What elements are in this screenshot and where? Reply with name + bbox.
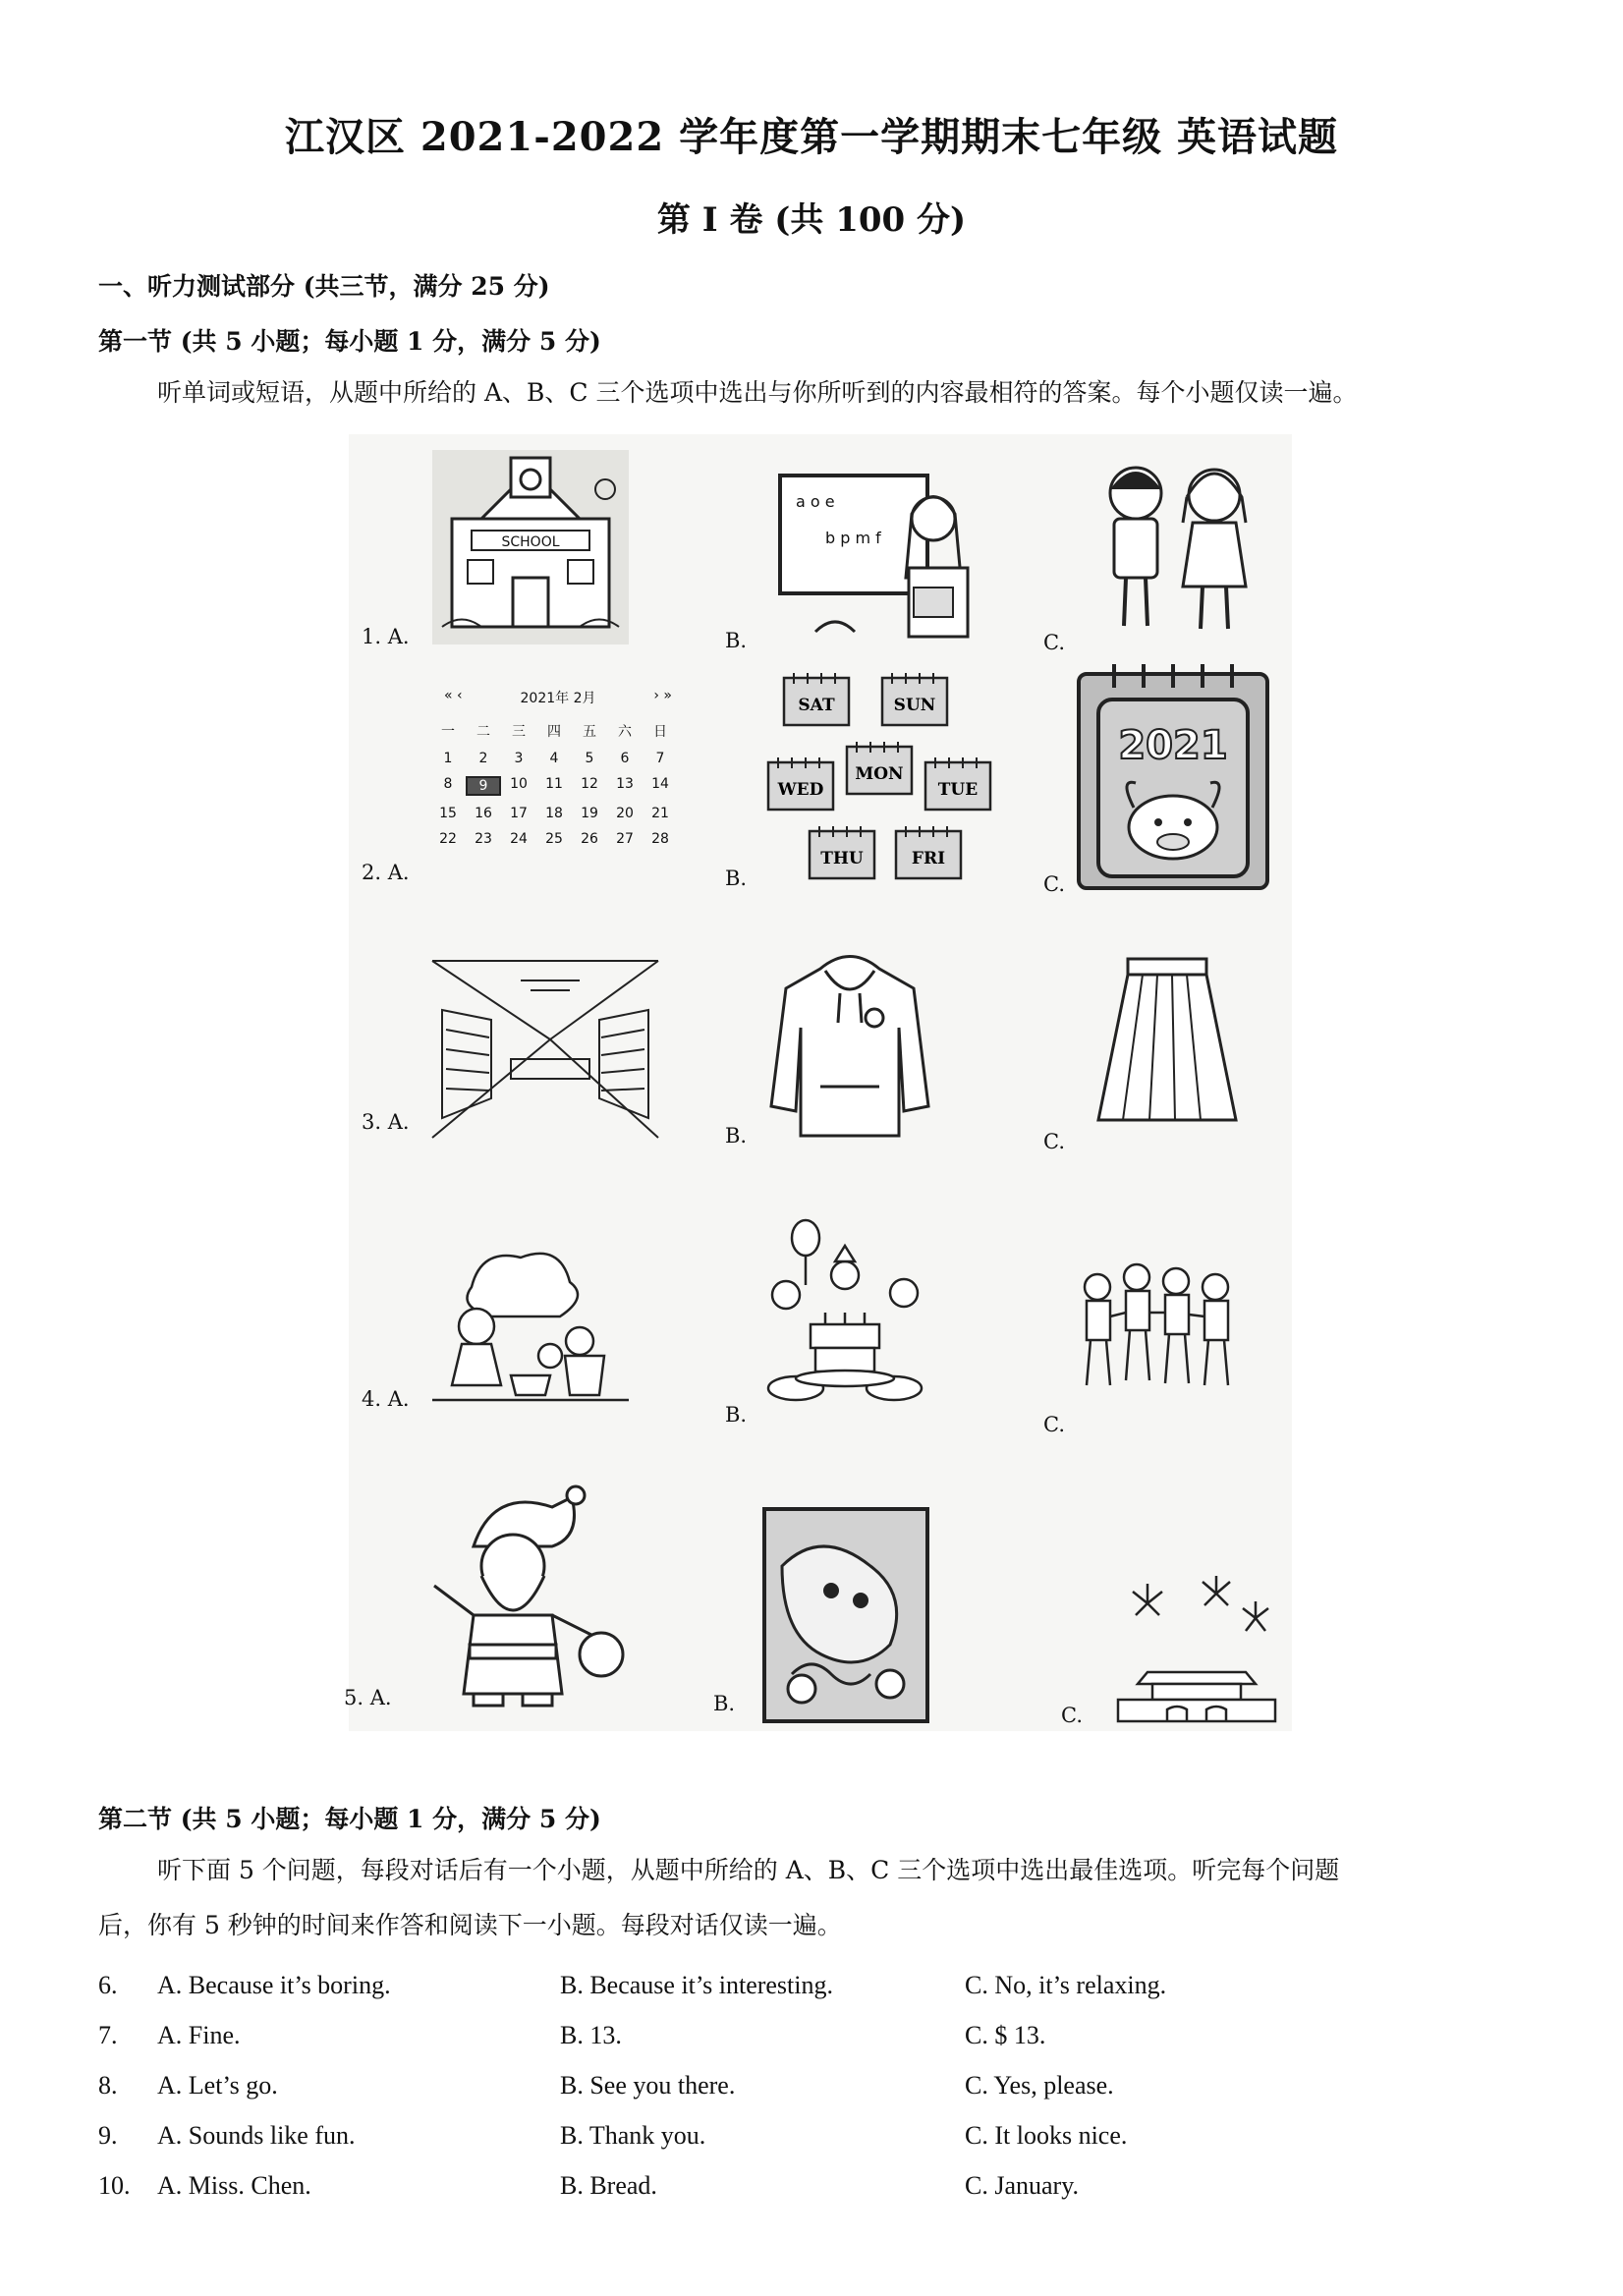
weekday-cards-image[interactable] (766, 664, 979, 890)
q10-option-b[interactable]: B. Bread. (560, 2171, 657, 2200)
calendar-day[interactable]: 22 (439, 831, 457, 847)
q7-question-number: 7. (98, 2021, 118, 2049)
weekday-card (810, 826, 874, 878)
calendar-day[interactable]: 5 (585, 751, 594, 766)
calendar-weekday: 一 (441, 724, 455, 740)
q2-label-a: 2. A. (362, 861, 410, 884)
q1-label-a: 1. A. (362, 625, 410, 648)
calendar-day[interactable]: 17 (510, 806, 528, 821)
q8-option-b[interactable]: B. See you there. (560, 2071, 736, 2100)
q4-label-a: 4. A. (362, 1387, 410, 1411)
q9-option-a[interactable]: A. Sounds like fun. (157, 2121, 356, 2150)
calendar-day[interactable]: 24 (510, 831, 528, 847)
q10-option-c[interactable]: C. January. (965, 2171, 1080, 2200)
calendar-day[interactable]: 15 (439, 806, 457, 821)
exam-title: 江汉区 2021-2022 学年度第一学期期末七年级 英语试题 (284, 114, 1339, 160)
q6-question-number: 6. (98, 1971, 118, 1999)
calendar-day[interactable]: 13 (616, 776, 634, 792)
library-interior-image[interactable] (432, 951, 658, 1138)
skirt-image[interactable] (1089, 953, 1246, 1130)
calendar-day[interactable]: 16 (475, 806, 492, 821)
calendar-day[interactable]: 18 (545, 806, 563, 821)
q6-option-b[interactable]: B. Because it’s interesting. (560, 1971, 834, 1999)
q7-option-b[interactable]: B. 13. (560, 2021, 622, 2049)
2021-calendar-image[interactable] (1075, 660, 1271, 892)
weekday-card-label: SAT (798, 696, 835, 715)
q3-label-a: 3. A. (362, 1110, 410, 1134)
calendar-day[interactable]: 20 (616, 806, 634, 821)
calendar-day[interactable]: 10 (510, 776, 528, 792)
calendar-grid (430, 721, 686, 847)
q9-question-number: 9. (98, 2121, 118, 2150)
calendar-day[interactable]: 21 (651, 806, 669, 821)
section1-heading: 第一节 (共 5 小题；每小题 1 分，满分 5 分) (98, 327, 601, 356)
year-text: 2021 (1118, 723, 1228, 768)
calendar-day[interactable]: 19 (581, 806, 598, 821)
children-walking-image[interactable] (1073, 1258, 1240, 1405)
calendar-day[interactable]: 3 (514, 751, 524, 766)
volume-subtitle: 第 I 卷 (共 100 分) (656, 200, 967, 240)
q5-label-a: 5. A. (344, 1686, 392, 1709)
q3-label-b: B. (725, 1124, 748, 1148)
q1-label-b: B. (725, 629, 748, 652)
february-calendar-image[interactable] (430, 688, 686, 884)
weekday-card (896, 826, 961, 878)
tiananmen-fireworks-image[interactable] (1108, 1574, 1285, 1729)
calendar-day-selected[interactable]: 9 (466, 776, 501, 796)
q6-option-a[interactable]: A. Because it’s boring. (157, 1971, 391, 1999)
board-text-line-1: a o e (796, 492, 835, 511)
part1-heading: 一、听力测试部分 (共三节，满分 25 分) (98, 272, 550, 301)
q8-option-a[interactable]: A. Let’s go. (157, 2071, 278, 2100)
q10-option-a[interactable]: A. Miss. Chen. (157, 2171, 311, 2200)
q7-option-a[interactable]: A. Fine. (157, 2021, 241, 2049)
q5-label-b: B. (713, 1692, 736, 1715)
calendar-day[interactable]: 8 (443, 776, 453, 792)
family-picnic-image[interactable] (432, 1248, 629, 1405)
q5-label-c: C. (1061, 1704, 1083, 1727)
calendar-day[interactable]: 25 (545, 831, 563, 847)
calendar-weekday: 日 (653, 724, 667, 740)
santa-claus-image[interactable] (415, 1478, 621, 1708)
calendar-weekday: 四 (547, 724, 561, 740)
calendar-day[interactable]: 14 (651, 776, 669, 792)
weekday-card-label: SUN (893, 696, 936, 715)
q8-option-c[interactable]: C. Yes, please. (965, 2071, 1114, 2100)
calendar-day[interactable]: 1 (443, 751, 453, 766)
weekday-card-label: MON (855, 764, 904, 784)
weekday-card-label: FRI (911, 849, 946, 868)
q9-option-c[interactable]: C. It looks nice. (965, 2121, 1128, 2150)
weekday-card-label: TUE (937, 780, 979, 800)
q1-label-c: C. (1043, 631, 1065, 654)
q3-label-c: C. (1043, 1130, 1065, 1153)
dragon-dance-image[interactable] (762, 1507, 929, 1723)
section2-instruction-line-1: 听下面 5 个问题，每段对话后有一个小题，从题中所给的 A、B、C 三个选项中选出最佳选项。听完每个问题 (157, 1856, 1340, 1884)
calendar-weekday: 五 (583, 724, 596, 740)
weekday-card (784, 673, 849, 725)
calendar-day[interactable]: 28 (651, 831, 669, 847)
calendar-day[interactable]: 11 (545, 776, 563, 792)
calendar-month-label: 2021年 2月 (520, 691, 596, 706)
calendar-prev-nav[interactable]: « ‹ (444, 688, 463, 703)
q4-label-b: B. (725, 1403, 748, 1427)
calendar-next-nav[interactable]: › » (653, 688, 672, 703)
school-building-image[interactable] (432, 450, 629, 644)
calendar-day[interactable]: 7 (655, 751, 665, 766)
calendar-day[interactable]: 4 (549, 751, 559, 766)
weekday-card (882, 673, 947, 725)
q10-question-number: 10. (98, 2171, 131, 2200)
weekday-card-label: WED (777, 780, 824, 800)
calendar-weekday: 三 (512, 724, 526, 740)
q2-label-b: B. (725, 867, 748, 890)
q9-option-b[interactable]: B. Thank you. (560, 2121, 706, 2150)
q2-label-c: C. (1043, 872, 1065, 896)
weekday-card (768, 757, 833, 810)
calendar-day[interactable]: 27 (616, 831, 634, 847)
q4-label-c: C. (1043, 1413, 1065, 1436)
calendar-day[interactable]: 12 (581, 776, 598, 792)
q8-question-number: 8. (98, 2071, 118, 2100)
calendar-day[interactable]: 23 (475, 831, 492, 847)
weekday-card (925, 757, 990, 810)
teacher-at-blackboard-image[interactable] (776, 470, 982, 648)
calendar-weekday: 六 (618, 724, 632, 740)
q6-option-c[interactable]: C. No, it’s relaxing. (965, 1971, 1167, 1999)
calendar-day[interactable]: 6 (620, 751, 630, 766)
section2-instruction-line-2: 后，你有 5 秒钟的时间来作答和阅读下一小题。每段对话仅读一遍。 (98, 1911, 842, 1939)
board-text-line-2: b p m f (825, 529, 881, 547)
section2-heading: 第二节 (共 5 小题；每小题 1 分，满分 5 分) (98, 1805, 601, 1833)
birthday-party-image[interactable] (756, 1216, 933, 1413)
calendar-day[interactable]: 2 (478, 751, 488, 766)
calendar-day[interactable]: 26 (581, 831, 598, 847)
hoodie-image[interactable] (766, 949, 933, 1146)
section1-instruction: 听单词或短语，从题中所给的 A、B、C 三个选项中选出与你所听到的内容最相符的答案。每个小题仅读一遍。 (157, 378, 1358, 407)
weekday-card-label: THU (820, 849, 864, 868)
weekday-card (847, 742, 912, 794)
q7-option-c[interactable]: C. $ 13. (965, 2021, 1046, 2049)
calendar-weekday: 二 (476, 724, 490, 740)
school-sign-text: SCHOOL (501, 534, 560, 550)
two-children-image[interactable] (1089, 454, 1265, 641)
